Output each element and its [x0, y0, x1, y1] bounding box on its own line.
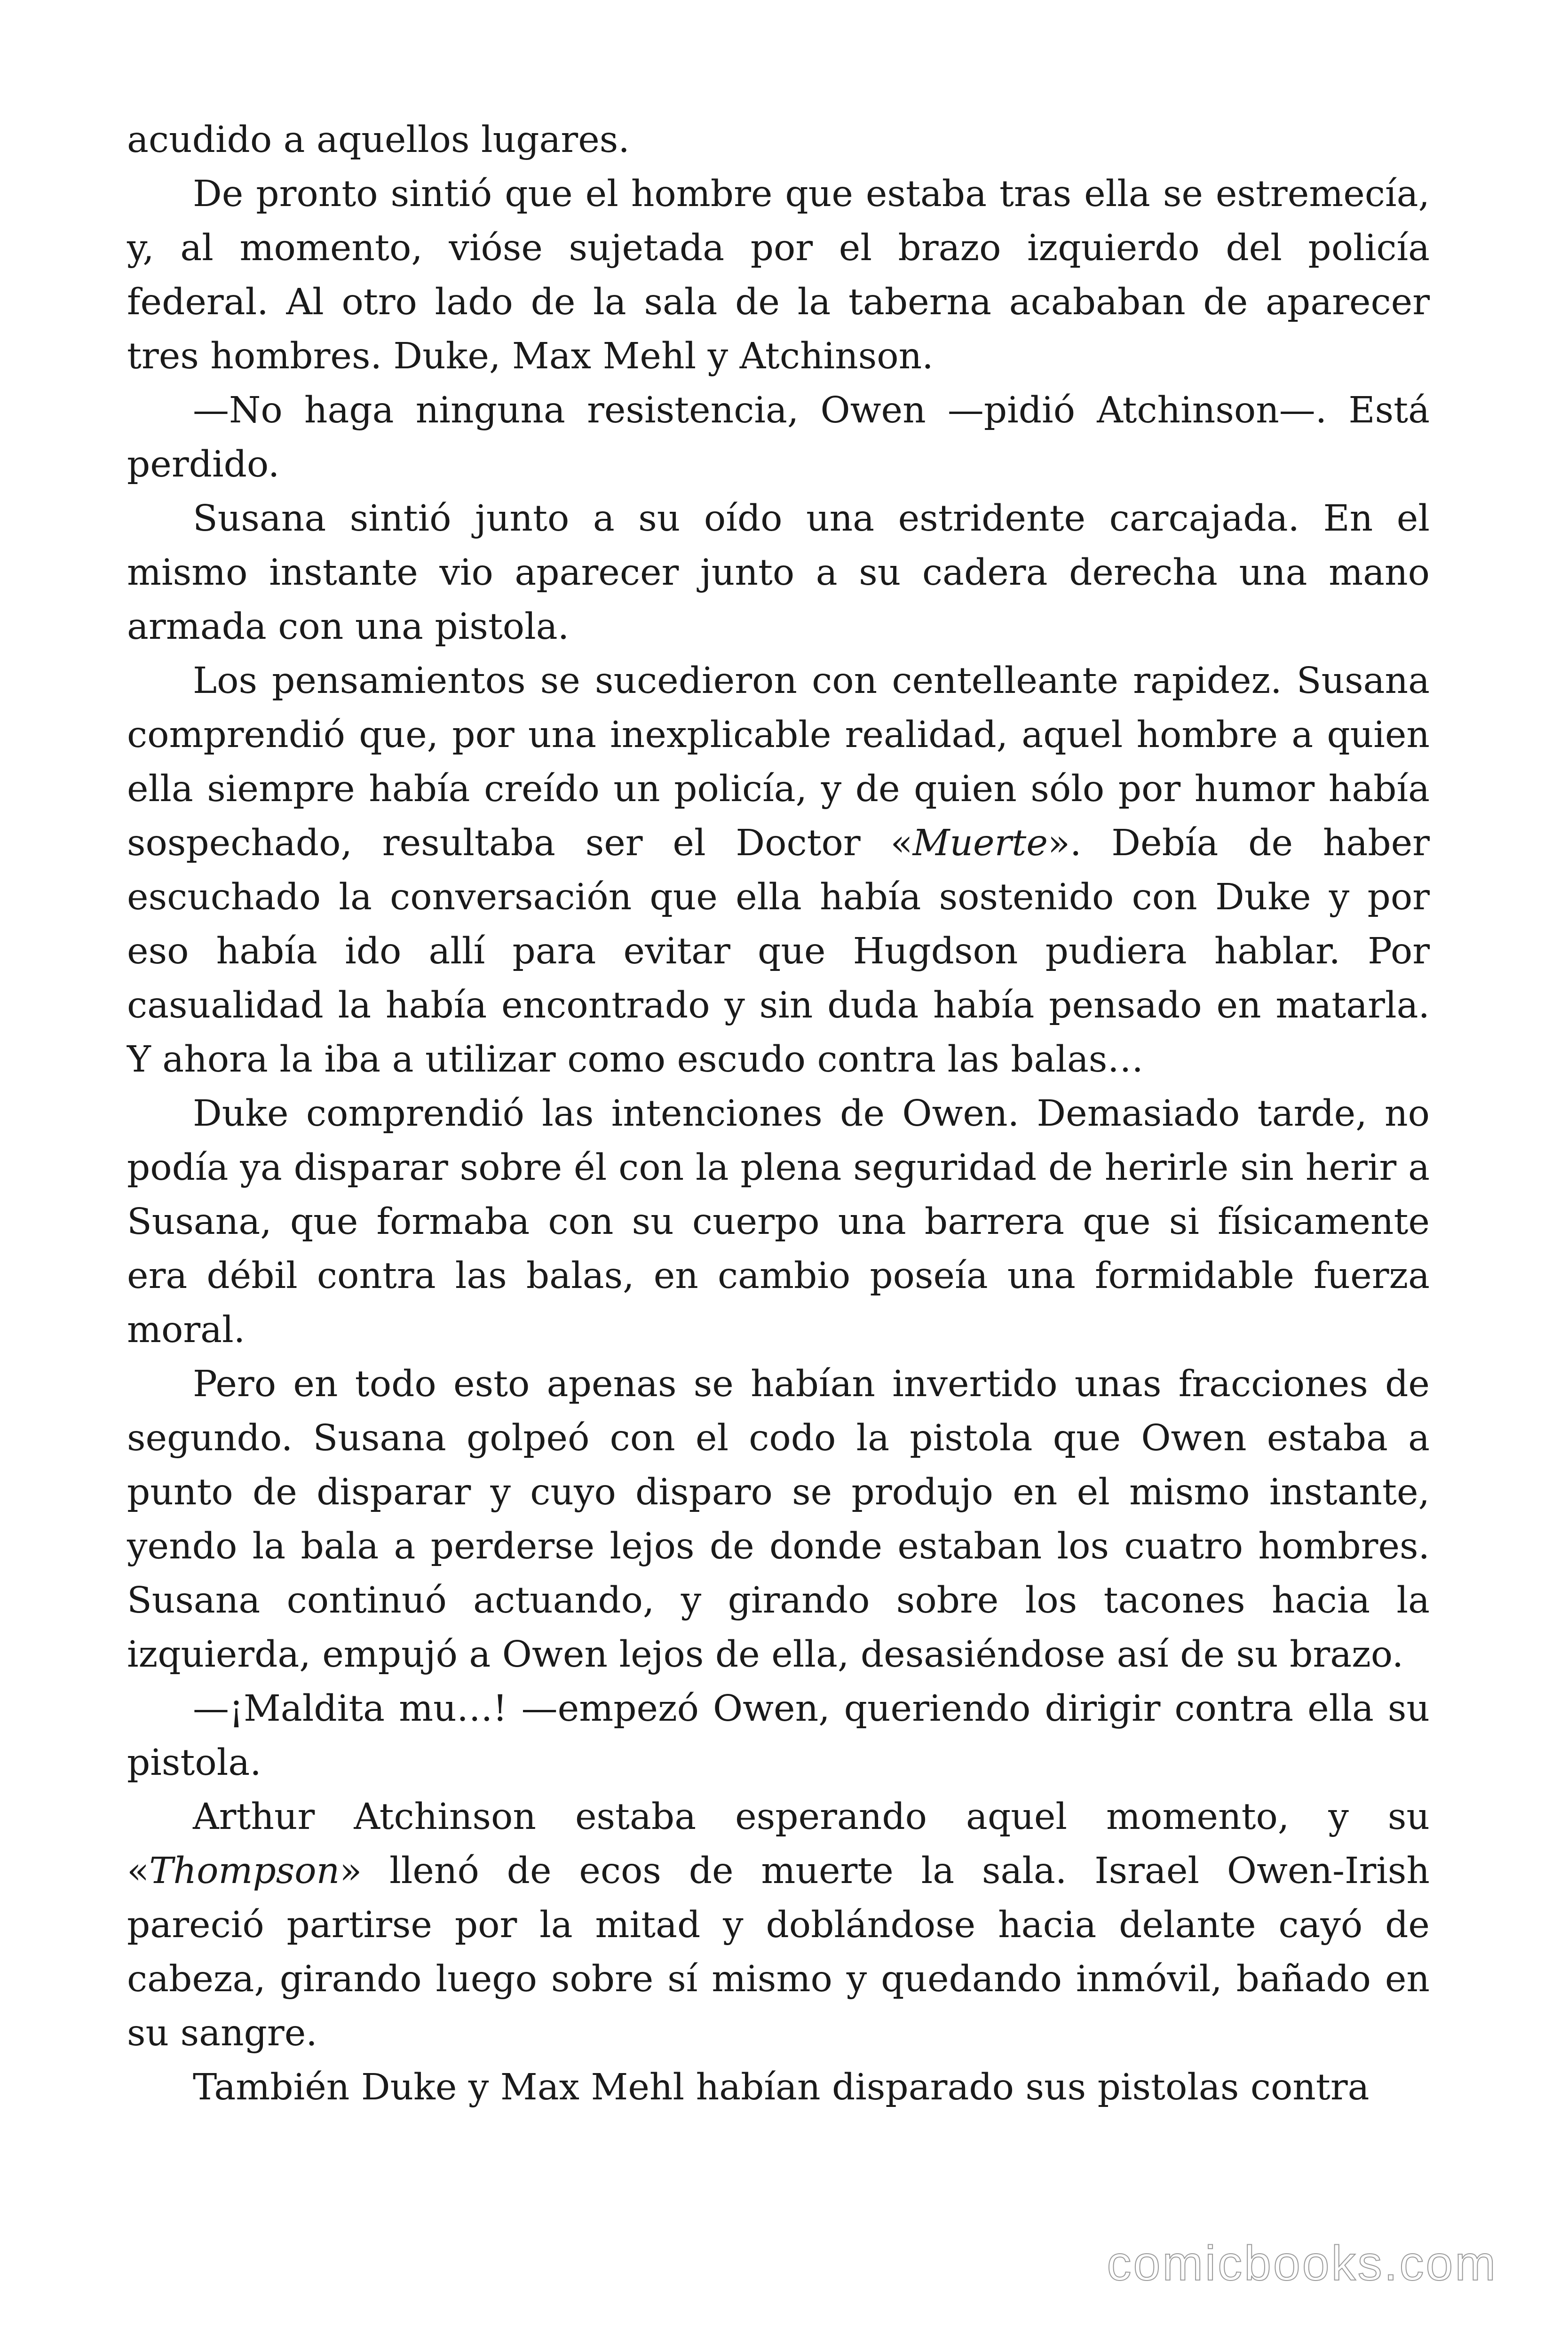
text-segment: —¡Maldita mu…! —empezó Owen, queriendo dirigir contra ella su pistola.: [127, 1688, 1430, 1784]
text-segment: De pronto sintió que el hombre que estaba tras ella se estremecía, y, al momento, vióse sujetada por el brazo izquierdo del policía federal. Al otro lado de la sala de la taberna acababan de aparecer tres hombres. Duke, Max Mehl y Atchinson.: [127, 173, 1430, 377]
text-segment: Pero en todo esto apenas se habían invertido unas fracciones de segundo. Susana golpeó con el codo la pistola que Owen estaba a punto de disparar y cuyo disparo se produjo en el mismo instante, yendo la bala a perderse lejos de donde estaban los cuatro hombres. Susana continuó actuando, y girando sobre los tacones hacia la izquierda, empujó a Owen lejos de ella, desasiéndose así de su brazo.: [127, 1363, 1430, 1676]
text-segment: —No haga ninguna resistencia, Owen —pidió Atchinson—. Está perdido.: [127, 389, 1430, 485]
paragraph: [127, 1087, 1430, 1357]
text-segment: Susana sintió junto a su oído una estridente carcajada. En el mismo instante vio aparecer junto a su cadera derecha una mano armada con una pistola.: [127, 498, 1430, 648]
paragraph: [127, 167, 1430, 383]
paragraph: [127, 1682, 1430, 1790]
text-segment: » llenó de ecos de muerte la sala. Israel Owen-Irish pareció partirse por la mitad y doblándose hacia delante cayó de cabeza, girando luego sobre sí mismo y quedando inmóvil, bañado en su sangre.: [127, 1850, 1430, 2054]
text-segment: También Duke y Max Mehl habían disparado sus pistolas contra: [193, 2066, 1370, 2108]
paragraph: [127, 1357, 1430, 1682]
paragraph: [127, 654, 1430, 1087]
watermark: comicbooks.com: [1107, 2236, 1497, 2291]
text-segment: acudido a aquellos lugares.: [127, 119, 630, 161]
page-text: [127, 113, 1430, 2114]
text-segment: Arthur Atchinson estaba esperando aquel momento, y su «: [127, 1796, 1430, 1892]
text-segment: Los pensamientos se sucedieron con centelleante rapidez. Susana comprendió que, por una inexplicable realidad, aquel hombre a quien ella siempre había creído un policía, y de quien sólo por humor había sospechado, resultaba ser el Doctor «: [127, 660, 1430, 864]
paragraph: [127, 1790, 1430, 2060]
italic-text: Thompson: [149, 1850, 340, 1892]
paragraph: [127, 113, 1430, 167]
italic-text: Muerte: [912, 822, 1048, 864]
text-segment: ». Debía de haber escuchado la conversación que ella había sostenido con Duke y por eso había ido allí para evitar que Hugdson pudiera hablar. Por casualidad la había encontrado y sin duda había pensado en matarla. Y ahora la iba a utilizar como escudo contra las balas…: [127, 822, 1430, 1081]
paragraph: [127, 2060, 1430, 2114]
text-segment: Duke comprendió las intenciones de Owen. Demasiado tarde, no podía ya disparar sobre él con la plena seguridad de herirle sin herir a Susana, que formaba con su cuerpo una barrera que si físicamente era débil contra las balas, en cambio poseía una formidable fuerza moral.: [127, 1093, 1430, 1351]
paragraph: [127, 492, 1430, 654]
paragraph: [127, 383, 1430, 492]
